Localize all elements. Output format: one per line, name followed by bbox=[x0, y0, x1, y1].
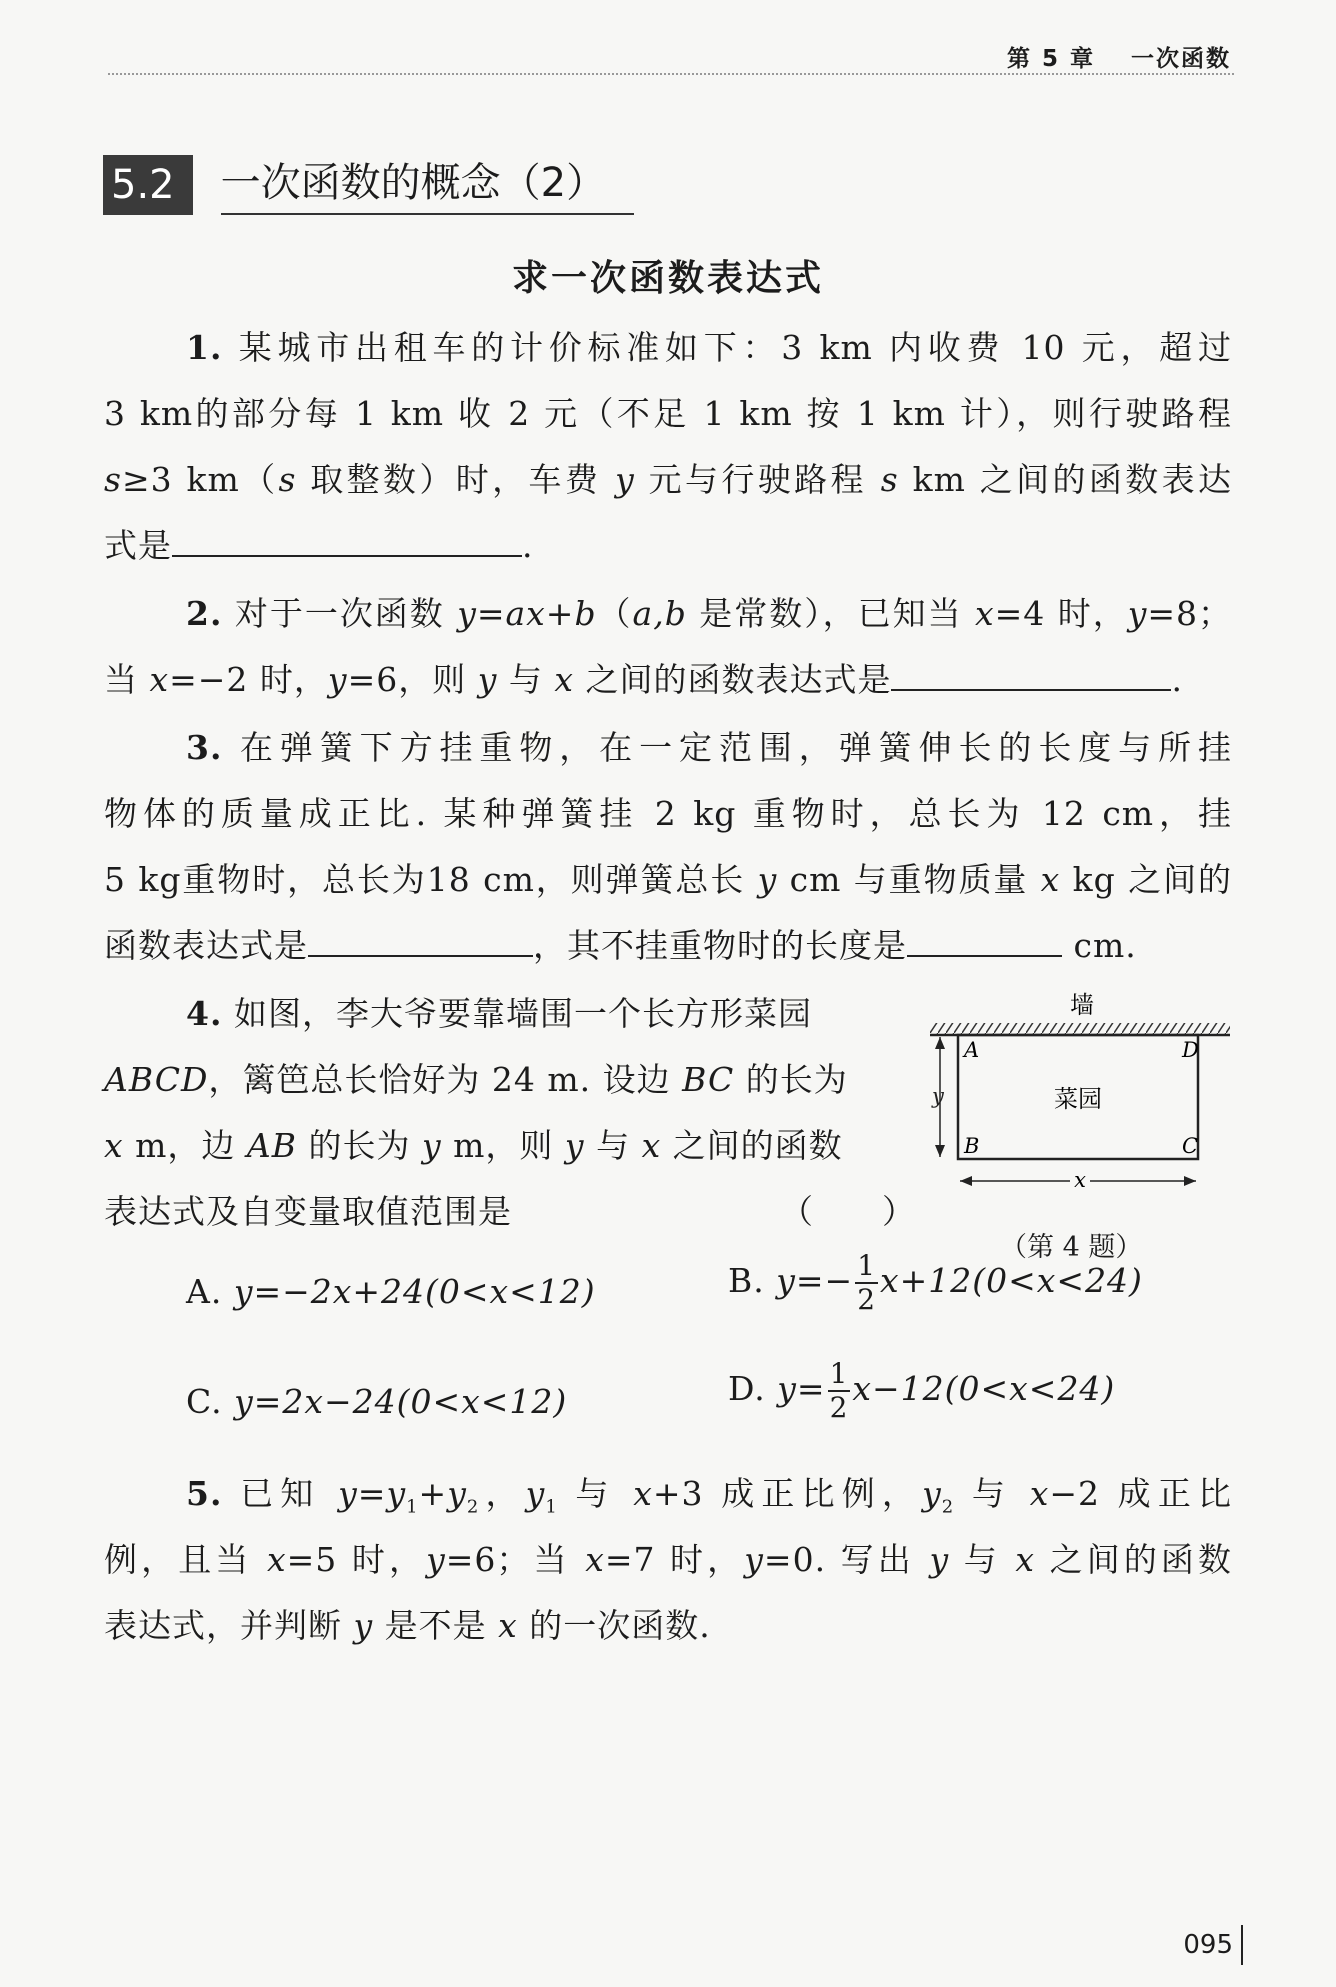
var: y bbox=[525, 1474, 546, 1513]
text: =5 时， bbox=[286, 1540, 427, 1579]
running-header bbox=[981, 40, 1231, 73]
option-d-label: D. bbox=[728, 1369, 766, 1408]
q3-line-2: 物体的质量成正比. 某种弹簧挂 2 kg 重物时，总长为 12 cm，挂 bbox=[104, 794, 1232, 833]
q1-line-1 bbox=[186, 322, 1232, 369]
option-b[interactable] bbox=[728, 1249, 1143, 1316]
text: =−2 时， bbox=[169, 660, 328, 699]
text: 的长为 bbox=[734, 1060, 848, 1099]
q3-answer-blank-2[interactable] bbox=[907, 925, 1062, 957]
var: y bbox=[757, 860, 778, 899]
var: y bbox=[426, 1540, 446, 1579]
var: AB bbox=[246, 1126, 297, 1165]
text: 是不是 bbox=[373, 1606, 499, 1645]
text: cm 与重物质量 bbox=[777, 860, 1041, 899]
text: 与 bbox=[949, 1540, 1016, 1579]
option-a[interactable] bbox=[186, 1272, 596, 1311]
var: x bbox=[585, 1540, 605, 1579]
text: 取整数）时，车费 bbox=[296, 460, 616, 499]
text: 表达式，并判断 bbox=[104, 1606, 354, 1645]
var: ABCD bbox=[104, 1060, 209, 1099]
text: 在弹簧下方挂重物，在一定范围，弹簧伸长的长度与所挂 bbox=[239, 728, 1232, 767]
y-dimension-label: y bbox=[932, 1084, 944, 1108]
q4-line-1 bbox=[186, 988, 812, 1035]
expr: a,b bbox=[632, 594, 687, 633]
text: −2 成正比 bbox=[1049, 1474, 1233, 1513]
var: x bbox=[267, 1540, 287, 1579]
expr: y=ax+b bbox=[457, 594, 597, 633]
text: 与 bbox=[557, 1474, 634, 1513]
text: 已知 bbox=[240, 1474, 339, 1513]
page-number: 095 bbox=[1183, 1925, 1243, 1965]
var: y bbox=[929, 1540, 950, 1579]
q1-line-3 bbox=[104, 454, 1232, 501]
expr: y=y bbox=[338, 1474, 407, 1513]
chapter-title: 一次函数 bbox=[1131, 46, 1231, 72]
text: 与 bbox=[954, 1474, 1030, 1513]
text: 与 bbox=[584, 1126, 642, 1165]
text: 是常数），已知当 bbox=[686, 594, 976, 633]
q1-line-4 bbox=[104, 520, 534, 567]
var: x bbox=[104, 1126, 124, 1165]
q4-number: 4. bbox=[186, 994, 223, 1033]
var: x bbox=[1040, 860, 1061, 899]
section-title: 一次函数的概念（2） bbox=[221, 155, 634, 215]
text: 与 bbox=[497, 660, 555, 699]
chapter-number: 第 5 章 bbox=[1006, 46, 1095, 72]
text: 之间的函数表达式是 bbox=[573, 660, 892, 699]
q5-number: 5. bbox=[186, 1474, 223, 1513]
q3-line-4 bbox=[104, 920, 1137, 967]
section-number: 5.2 bbox=[103, 155, 193, 215]
x-arrow-right bbox=[1184, 1176, 1196, 1186]
var: x bbox=[641, 1126, 662, 1165]
option-b-text: x+12(0<x<24) bbox=[880, 1261, 1143, 1300]
y-arrow-bottom bbox=[935, 1145, 945, 1157]
text: 表达式及自变量取值范围是 bbox=[104, 1192, 512, 1231]
y-arrow-top bbox=[935, 1037, 945, 1049]
var: s bbox=[104, 460, 122, 499]
option-b-text: y=− bbox=[776, 1261, 854, 1300]
q2-line-1 bbox=[186, 588, 1232, 635]
subtopic-title: 求一次函数表达式 bbox=[511, 258, 824, 299]
q3-answer-blank-1[interactable] bbox=[308, 925, 533, 957]
var: x bbox=[975, 594, 995, 633]
q1-answer-blank[interactable] bbox=[172, 525, 522, 557]
q3-number: 3. bbox=[186, 728, 223, 767]
q1-number: 1. bbox=[186, 328, 223, 367]
text: （ bbox=[596, 594, 633, 633]
subscript: 1 bbox=[545, 1496, 558, 1518]
text: +3 成正比例， bbox=[652, 1474, 923, 1513]
x-arrow-left bbox=[960, 1176, 972, 1186]
vertex-b: B bbox=[964, 1134, 980, 1158]
q2-number: 2. bbox=[186, 594, 223, 633]
var: x bbox=[633, 1474, 653, 1513]
text: =0. 写出 bbox=[763, 1540, 930, 1579]
numerator: 1 bbox=[829, 1357, 849, 1390]
var: y bbox=[922, 1474, 942, 1513]
text: 之间的函数 bbox=[1035, 1540, 1233, 1579]
var: y bbox=[327, 660, 348, 699]
text: =6，则 bbox=[347, 660, 478, 699]
q4-answer-paren[interactable]: （ ） bbox=[780, 1192, 916, 1231]
subscript: 1 bbox=[406, 1496, 419, 1518]
text: 如图，李大爷要靠墙围一个长方形菜园 bbox=[233, 994, 812, 1033]
text: =6；当 bbox=[445, 1540, 586, 1579]
option-c-text: y=2x−24(0<x<12) bbox=[234, 1382, 568, 1421]
option-d-text: x−12(0<x<24) bbox=[852, 1369, 1116, 1408]
text: ，篱笆总长恰好为 24 m. 设边 bbox=[208, 1060, 683, 1099]
vertex-a: A bbox=[964, 1038, 980, 1062]
fraction-half bbox=[828, 1357, 851, 1424]
text: 之间的函数 bbox=[661, 1126, 843, 1165]
q5-line-3 bbox=[104, 1600, 711, 1647]
option-c-label: C. bbox=[186, 1382, 223, 1421]
q5-line-2 bbox=[104, 1534, 1232, 1581]
text: ，其不挂重物时的长度是 bbox=[533, 926, 907, 965]
text: 函数表达式是 bbox=[104, 926, 308, 965]
q3-line-3 bbox=[104, 854, 1232, 901]
text: =7 时， bbox=[604, 1540, 745, 1579]
var: y bbox=[1127, 594, 1148, 633]
q4-line-3 bbox=[104, 1120, 843, 1167]
option-d-text: y= bbox=[777, 1369, 826, 1408]
q4-line-2 bbox=[104, 1054, 848, 1101]
x-dimension-label: x bbox=[1074, 1168, 1086, 1192]
q1-text-1: 某城市出租车的计价标准如下：3 km 内收费 10 元，超过 bbox=[238, 328, 1232, 367]
var: x bbox=[554, 660, 574, 699]
numerator: 1 bbox=[857, 1249, 877, 1282]
var: x bbox=[1015, 1540, 1036, 1579]
var: y bbox=[353, 1606, 374, 1645]
q1-line-2: 3 km的部分每 1 km 收 2 元（不足 1 km 按 1 km 计），则行驶路程 bbox=[104, 394, 1232, 433]
wall-hatching bbox=[930, 1023, 1230, 1035]
wall-label: 墙 bbox=[1070, 991, 1094, 1019]
vertex-c: C bbox=[1182, 1134, 1199, 1158]
text: 例，且当 bbox=[104, 1540, 267, 1579]
var: y bbox=[744, 1540, 764, 1579]
figure-caption: （第 4 题） bbox=[1000, 1232, 1143, 1263]
var: s bbox=[880, 460, 899, 499]
var: x bbox=[498, 1606, 518, 1645]
garden-label: 菜园 bbox=[1054, 1085, 1102, 1113]
fraction-half bbox=[855, 1249, 878, 1316]
var: y bbox=[421, 1126, 442, 1165]
text: km 之间的函数表达 bbox=[898, 460, 1232, 499]
text: 对于一次函数 bbox=[234, 594, 458, 633]
text: ， bbox=[479, 1474, 526, 1513]
text: 式是 bbox=[104, 526, 172, 565]
q4-line-4 bbox=[104, 1186, 512, 1233]
text: =8； bbox=[1147, 594, 1233, 633]
section-heading bbox=[103, 155, 634, 215]
var: s bbox=[278, 460, 297, 499]
header-divider bbox=[108, 73, 1234, 75]
var: x bbox=[149, 660, 170, 699]
garden-figure bbox=[930, 985, 1230, 1265]
q2-answer-blank[interactable] bbox=[891, 659, 1171, 691]
text: . bbox=[1171, 660, 1183, 699]
vertex-d: D bbox=[1182, 1038, 1199, 1062]
text: 的长为 bbox=[297, 1126, 422, 1165]
q3-line-1 bbox=[186, 722, 1232, 769]
text: 5 kg重物时，总长为18 cm，则弹簧总长 bbox=[104, 860, 758, 899]
var: x bbox=[1029, 1474, 1050, 1513]
text: 的一次函数. bbox=[517, 1606, 711, 1645]
option-b-label: B. bbox=[728, 1261, 765, 1300]
option-a-label: A. bbox=[186, 1272, 223, 1311]
text: kg 之间的 bbox=[1060, 860, 1232, 899]
denominator: 2 bbox=[857, 1283, 877, 1316]
text: cm. bbox=[1062, 926, 1137, 965]
subscript: 2 bbox=[466, 1496, 480, 1518]
expr: +y bbox=[418, 1474, 467, 1513]
q2-line-2 bbox=[104, 654, 1183, 701]
var: y bbox=[477, 660, 498, 699]
text: 当 bbox=[104, 660, 150, 699]
q5-line-1 bbox=[186, 1468, 1232, 1518]
option-c[interactable] bbox=[186, 1382, 567, 1421]
text: . bbox=[522, 526, 534, 565]
var: BC bbox=[682, 1060, 735, 1099]
text: 元与行驶路程 bbox=[634, 460, 881, 499]
var: y bbox=[564, 1126, 585, 1165]
var: y bbox=[615, 460, 635, 499]
text: m，边 bbox=[123, 1126, 247, 1165]
text: ≥3 km（ bbox=[121, 460, 279, 499]
option-a-text: y=−2x+24(0<x<12) bbox=[233, 1272, 596, 1311]
denominator: 2 bbox=[829, 1391, 849, 1424]
option-d[interactable] bbox=[728, 1357, 1116, 1424]
text: m，则 bbox=[441, 1126, 565, 1165]
text: =4 时， bbox=[994, 594, 1128, 633]
subscript: 2 bbox=[941, 1496, 955, 1518]
